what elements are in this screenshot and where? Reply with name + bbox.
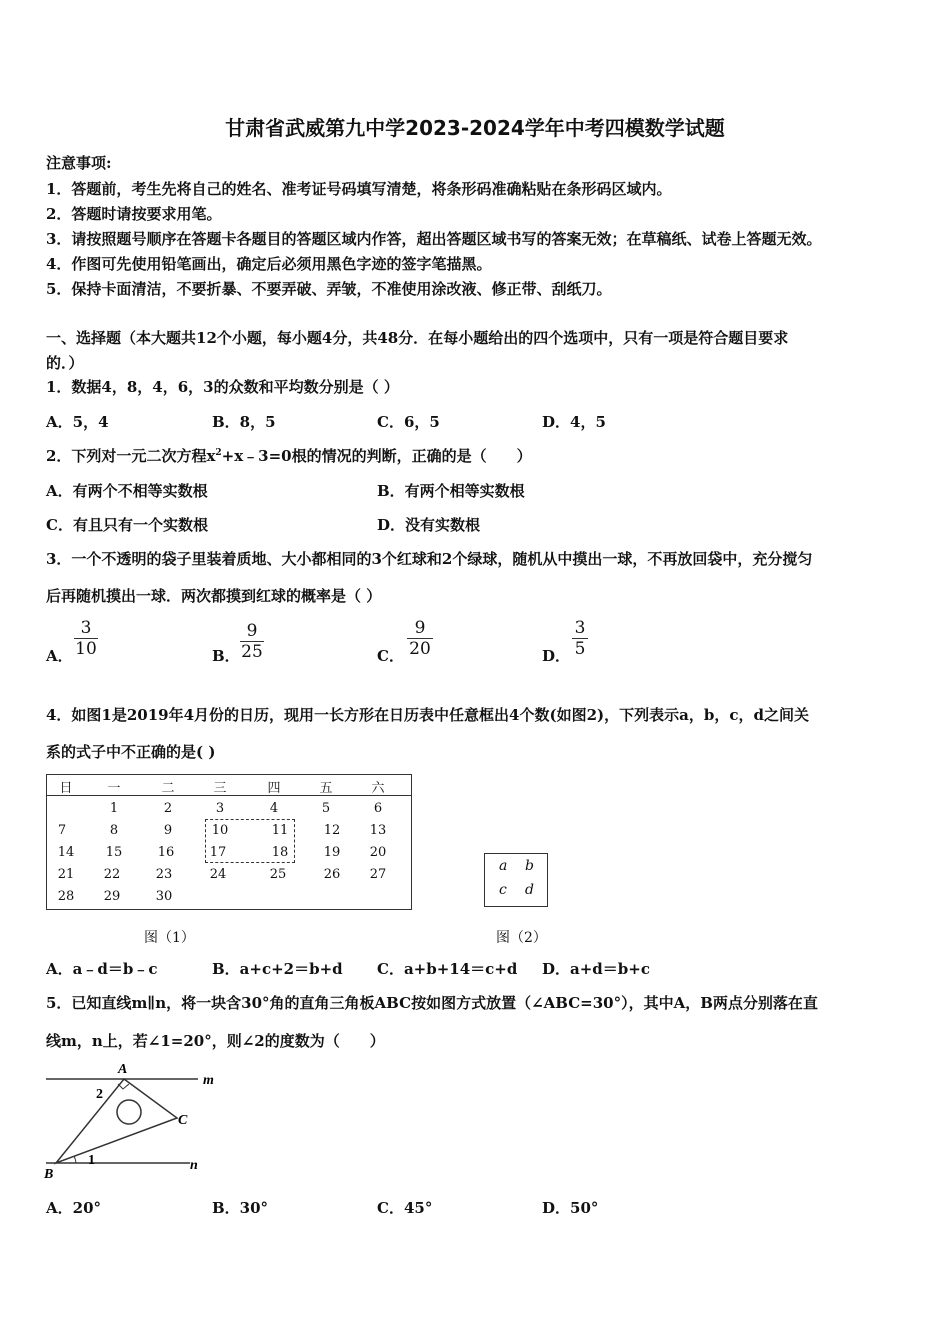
- q3-option-b-fraction: $\frac{9}{25}$: [241, 621, 263, 662]
- question-4-text: 4．如图1是2019年4月份的日历，现用一长方形在日历表中任意框出4个数(如图2)，下列表示a，b，c，d之间关: [46, 706, 809, 724]
- calendar-cell: 21: [57, 867, 75, 882]
- label-angle-2: 2: [96, 1087, 103, 1102]
- fig2-letter-d: d: [525, 882, 534, 898]
- calendar-header-cell: 二: [161, 781, 175, 796]
- q1-option-b: B．8，5: [212, 413, 276, 431]
- calendar-cell: 18: [271, 845, 289, 860]
- q2-option-a: A．有两个不相等实数根: [46, 482, 208, 500]
- calendar-figure: [46, 774, 412, 910]
- q3-option-d-fraction: $\frac{3}{5}$: [572, 618, 588, 659]
- calendar-cell: 14: [57, 845, 75, 860]
- calendar-cell: 16: [157, 845, 175, 860]
- question-5-text: 5．已知直线m∥n，将一块含30°角的直角三角板ABC按如图方式放置（∠ABC=30°），其中A，B两点分别落在直: [46, 994, 818, 1012]
- calendar-cell: 9: [163, 823, 173, 838]
- question-2-text: 2．下列对一元二次方程$x^2+x﹣3=0$根的情况的判断，正确的是（ ）: [46, 447, 532, 465]
- calendar-cell: 4: [269, 801, 279, 816]
- notice-item: 4．作图可先使用铅笔画出，确定后必须用黑色字迹的签字笔描黑。: [46, 255, 492, 273]
- q4-option-c: C．a+b+14＝c+d: [377, 960, 518, 978]
- calendar-header-cell: 六: [371, 781, 385, 796]
- q3-option-c-label: C．: [377, 647, 404, 665]
- triangle-abc: [56, 1079, 177, 1163]
- label-angle-1: 1: [88, 1153, 95, 1168]
- calendar-cell: 8: [109, 823, 119, 838]
- section-heading-cont: 的．）: [46, 354, 84, 372]
- fig2-letter-c: c: [499, 882, 507, 898]
- calendar-cell: 20: [369, 845, 387, 860]
- calendar-cell: 17: [209, 845, 227, 860]
- q3-option-b-label: B．: [212, 647, 240, 665]
- q2-option-c: C．有且只有一个实数根: [46, 516, 208, 534]
- q1-option-a: A．5，4: [46, 413, 109, 431]
- fig2-letter-b: b: [525, 858, 534, 874]
- calendar-cell: 27: [369, 867, 387, 882]
- calendar-cell: 5: [321, 801, 331, 816]
- notice-item: 3．请按照题号顺序在答题卡各题目的答题区域内作答，超出答题区域书写的答案无效；在草稿纸、试卷上答题无效。: [46, 230, 822, 248]
- label-c: C: [178, 1113, 188, 1128]
- calendar-cell: 24: [209, 867, 227, 882]
- calendar-cell: 1: [109, 801, 119, 816]
- calendar-header-cell: 五: [319, 781, 333, 796]
- q2-option-b: B．有两个相等实数根: [377, 482, 525, 500]
- notice-item: 1．答题前，考生先将自己的姓名、准考证号码填写清楚，将条形码准确粘贴在条形码区域内。: [46, 180, 672, 198]
- section-heading: 一、选择题（本大题共12个小题，每小题4分，共48分．在每小题给出的四个选项中，只有一项是符合题目要求: [46, 329, 789, 347]
- calendar-cell: 7: [57, 823, 67, 838]
- calendar-cell: 10: [211, 823, 229, 838]
- calendar-cell: 12: [323, 823, 341, 838]
- label-n: n: [190, 1158, 198, 1173]
- figure-2-caption: 图（2）: [496, 930, 547, 946]
- calendar-header-cell: 一: [107, 781, 121, 796]
- calendar-cell: 30: [155, 889, 173, 904]
- q3-option-c-fraction: $\frac{9}{20}$: [407, 618, 433, 659]
- hole-circle: [117, 1100, 141, 1124]
- fig2-letter-a: a: [499, 858, 508, 874]
- calendar-cell: 22: [103, 867, 121, 882]
- calendar-header: [47, 775, 411, 796]
- calendar-cell: 2: [163, 801, 173, 816]
- q4-option-b: B．a+c+2＝b+d: [212, 960, 343, 978]
- calendar-header-cell: 三: [213, 781, 227, 796]
- calendar-cell: 23: [155, 867, 173, 882]
- triangle-figure: [40, 1058, 230, 1180]
- label-b: B: [44, 1167, 54, 1180]
- calendar-cell: 19: [323, 845, 341, 860]
- calendar-cell: 3: [215, 801, 225, 816]
- q5-option-c: C．45°: [377, 1199, 433, 1217]
- calendar-cell: 26: [323, 867, 341, 882]
- angle-1-arc: [74, 1156, 76, 1163]
- calendar-header-cell: 日: [59, 781, 73, 796]
- calendar-cell: 11: [271, 823, 289, 838]
- page-title: 甘肃省武威第九中学2023-2024学年中考四模数学试题: [225, 116, 725, 140]
- notice-item: 2．答题时请按要求用笔。: [46, 205, 222, 223]
- question-4-text-cont: 系的式子中不正确的是( ): [46, 743, 216, 761]
- question-5-text-cont: 线m，n上，若∠1=20°，则∠2的度数为（ ）: [46, 1032, 385, 1050]
- q2-option-d: D．没有实数根: [377, 516, 481, 534]
- calendar-cell: 15: [105, 845, 123, 860]
- q4-option-d: D．a+d＝b+c: [542, 960, 650, 978]
- question-3-text-cont: 后再随机摸出一球．两次都摸到红球的概率是（ ）: [46, 587, 382, 605]
- selection-dashed-box: [205, 819, 295, 863]
- notice-heading: 注意事项:: [46, 154, 112, 172]
- figure-1-caption: 图（1）: [144, 930, 195, 946]
- calendar-cell: 6: [373, 801, 383, 816]
- figure-2-box: [484, 853, 548, 907]
- notice-item: 5．保持卡面清洁，不要折暴、不要弄破、弄皱，不准使用涂改液、修正带、刮纸刀。: [46, 280, 612, 298]
- q3-option-a-label: A．: [46, 647, 73, 665]
- q1-option-d: D．4，5: [542, 413, 606, 431]
- q1-option-c: C．6，5: [377, 413, 440, 431]
- label-a: A: [118, 1062, 128, 1077]
- calendar-cell: 25: [269, 867, 287, 882]
- q5-option-b: B．30°: [212, 1199, 269, 1217]
- q5-option-d: D．50°: [542, 1199, 599, 1217]
- calendar-cell: 29: [103, 889, 121, 904]
- q3-option-d-label: D．: [542, 647, 571, 665]
- q3-option-a-fraction: $\frac{3}{10}$: [75, 618, 97, 659]
- q5-option-a: A．20°: [46, 1199, 102, 1217]
- question-3-text: 3．一个不透明的袋子里装着质地、大小都相同的3个红球和2个绿球，随机从中摸出一球，不再放回袋中，充分搅匀: [46, 550, 813, 568]
- calendar-cell: 13: [369, 823, 387, 838]
- q4-option-a: A．a﹣d＝b﹣c: [46, 960, 158, 978]
- calendar-header-cell: 四: [267, 781, 281, 796]
- calendar-cell: 28: [57, 889, 75, 904]
- label-m: m: [203, 1073, 214, 1088]
- question-1-text: 1．数据4，8，4，6，3的众数和平均数分别是（ ）: [46, 378, 399, 396]
